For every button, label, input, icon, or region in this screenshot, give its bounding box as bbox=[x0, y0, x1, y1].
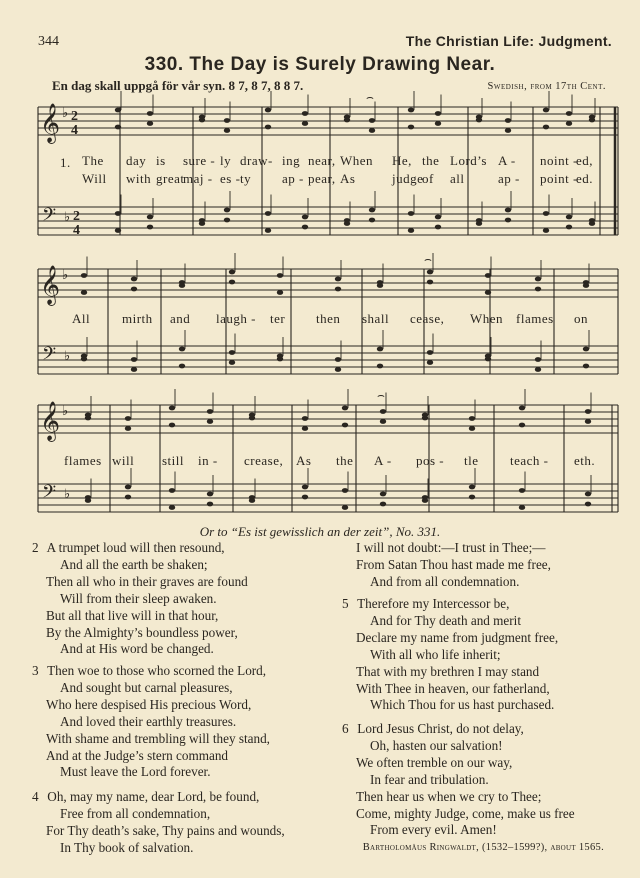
note-head bbox=[131, 277, 137, 282]
verse-line: I will not doubt:—I trust in Thee;— bbox=[356, 540, 546, 555]
note-head bbox=[566, 215, 572, 220]
note-head bbox=[505, 208, 511, 213]
note-head bbox=[344, 221, 350, 226]
lyric-syllable: ing bbox=[282, 153, 301, 168]
note-head bbox=[585, 492, 591, 497]
lyric-syllable: All bbox=[72, 311, 91, 326]
note-head bbox=[277, 273, 283, 278]
lyric-syllable: draw- bbox=[240, 153, 273, 168]
verse-line: And from all condemnation. bbox=[370, 573, 520, 589]
lyric-syllable: with bbox=[126, 171, 152, 186]
note-head bbox=[302, 485, 308, 490]
verse-line: Who here despised His precious Word, bbox=[46, 696, 252, 712]
verse-line: Then woe to those who scorned the Lord, bbox=[47, 663, 267, 678]
lyric-syllable: on bbox=[574, 311, 588, 326]
verse-line: Free from all condemnation, bbox=[60, 805, 211, 821]
lyric-syllable: When bbox=[470, 311, 504, 326]
verse-number: 4 bbox=[32, 789, 39, 804]
lyric-syllable: cease, bbox=[410, 311, 445, 326]
lyric-syllable: in - bbox=[198, 453, 218, 468]
note-head bbox=[369, 208, 375, 213]
note-head bbox=[115, 108, 121, 113]
note-head bbox=[277, 290, 283, 295]
note-head bbox=[207, 409, 213, 414]
note-head bbox=[566, 225, 572, 230]
note-head bbox=[207, 502, 213, 507]
verse-line: Come, mighty Judge, come, make us free bbox=[356, 805, 575, 821]
note-head bbox=[519, 488, 525, 493]
lyric-syllable: As bbox=[296, 453, 312, 468]
time-signature-numerator: 2 bbox=[71, 109, 78, 124]
verse-line: Lord Jesus Christ, do not delay, bbox=[357, 721, 524, 736]
lyric-syllable: He, bbox=[392, 153, 412, 168]
note-head bbox=[229, 360, 235, 365]
verse-line: That with my brethren I may stand bbox=[356, 663, 540, 679]
note-head bbox=[585, 409, 591, 414]
note-head bbox=[566, 111, 572, 116]
verse-line: And for Thy death and merit bbox=[370, 612, 522, 628]
note-head bbox=[169, 423, 175, 428]
verse-line: A trumpet loud will then resound, bbox=[46, 540, 225, 555]
note-head bbox=[543, 125, 549, 130]
verse-line: Declare my name from judgment free, bbox=[356, 629, 559, 645]
note-head bbox=[427, 270, 433, 275]
flat-key-signature-icon: ♭ bbox=[64, 210, 71, 225]
lyric-syllable: will bbox=[112, 453, 135, 468]
note-head bbox=[505, 218, 511, 223]
note-head bbox=[179, 364, 185, 369]
lyric-syllable: all bbox=[450, 171, 465, 186]
note-head bbox=[147, 225, 153, 230]
note-head bbox=[169, 488, 175, 493]
note-head bbox=[422, 416, 428, 421]
note-head bbox=[535, 357, 541, 362]
lyric-syllable: Lord’s bbox=[450, 153, 487, 168]
note-head bbox=[169, 406, 175, 411]
note-head bbox=[377, 283, 383, 288]
fermata-icon: ⌢ bbox=[377, 388, 385, 402]
note-head bbox=[469, 416, 475, 421]
lyric-syllable: flames bbox=[516, 311, 554, 326]
verse-line: With Thee in heaven, our fatherland, bbox=[356, 680, 550, 696]
lyric-syllable: laugh - bbox=[216, 311, 256, 326]
note-head bbox=[302, 225, 308, 230]
note-head bbox=[302, 416, 308, 421]
verse-line: And at the Judge’s stern command bbox=[46, 747, 229, 763]
time-signature-denominator: 4 bbox=[71, 123, 78, 138]
bass-clef-icon: 𝄢 bbox=[42, 344, 57, 369]
verse-number: 2 bbox=[32, 540, 39, 555]
note-head bbox=[342, 423, 348, 428]
note-head bbox=[125, 426, 131, 431]
lyric-syllable: judge bbox=[392, 171, 424, 186]
lyric-syllable: crease, bbox=[244, 453, 284, 468]
lyric-syllable: the bbox=[422, 153, 440, 168]
lyric-syllable: ed, bbox=[576, 153, 594, 168]
note-head bbox=[81, 290, 87, 295]
lyric-syllable: great bbox=[156, 171, 185, 186]
verse-6 bbox=[342, 721, 575, 839]
note-head bbox=[476, 221, 482, 226]
note-head bbox=[265, 125, 271, 130]
time-signature-denominator: 4 bbox=[73, 223, 80, 238]
verse-line: In fear and tribulation. bbox=[370, 771, 489, 787]
lyric-syllable: As bbox=[340, 171, 356, 186]
note-head bbox=[277, 357, 283, 362]
note-head bbox=[435, 225, 441, 230]
note-head bbox=[535, 277, 541, 282]
note-head bbox=[302, 495, 308, 500]
note-head bbox=[265, 211, 271, 216]
tune-name-meter: En dag skall uppgå för vår syn. 8 7, 8 7, 8 8 7. bbox=[52, 78, 304, 93]
note-head bbox=[583, 283, 589, 288]
note-head bbox=[408, 211, 414, 216]
note-head bbox=[380, 492, 386, 497]
verse-line: And all the earth be shaken; bbox=[60, 556, 208, 572]
lyric-syllable: is bbox=[156, 153, 166, 168]
note-head bbox=[380, 419, 386, 424]
verse-line: Then hear us when we cry to Thee; bbox=[356, 788, 542, 804]
verse-line: Which Thou for us hast purchased. bbox=[370, 697, 555, 713]
note-head bbox=[543, 108, 549, 113]
note-head bbox=[131, 287, 137, 292]
lyric-syllable: ap - bbox=[282, 171, 304, 186]
note-head bbox=[380, 409, 386, 414]
note-head bbox=[335, 277, 341, 282]
lyric-syllable: noint - bbox=[540, 153, 578, 168]
note-head bbox=[265, 108, 271, 113]
note-head bbox=[485, 357, 491, 362]
verse-line: In Thy book of salvation. bbox=[60, 839, 194, 855]
note-head bbox=[115, 228, 121, 233]
note-head bbox=[207, 492, 213, 497]
verse-line: And loved their earthly treasures. bbox=[60, 713, 237, 729]
note-head bbox=[505, 128, 511, 133]
verse-line: Must leave the Lord forever. bbox=[60, 764, 211, 780]
lyric-syllable: maj - bbox=[183, 171, 213, 186]
note-head bbox=[369, 118, 375, 123]
verse-line: By the Almighty’s boundless power, bbox=[46, 624, 238, 640]
note-head bbox=[377, 364, 383, 369]
verse-5 bbox=[342, 596, 558, 714]
treble-clef-icon: 𝄞 bbox=[40, 401, 61, 441]
note-head bbox=[519, 406, 525, 411]
lyric-syllable: and bbox=[170, 311, 191, 326]
tune-source: Swedish, from 17th Cent. bbox=[487, 81, 606, 92]
lyric-syllable: sure - bbox=[183, 153, 216, 168]
note-head bbox=[199, 221, 205, 226]
lyric-syllable: tle bbox=[464, 453, 479, 468]
lyric-syllable: A - bbox=[498, 153, 516, 168]
lyric-syllable: shall bbox=[362, 311, 390, 326]
verse-line: And sought but carnal pleasures, bbox=[60, 679, 233, 695]
lyric-syllable: the bbox=[336, 453, 354, 468]
lyric-syllable: ap - bbox=[498, 171, 520, 186]
note-head bbox=[583, 364, 589, 369]
note-head bbox=[535, 367, 541, 372]
flat-key-signature-icon: ♭ bbox=[64, 487, 71, 502]
note-head bbox=[115, 125, 121, 130]
note-head bbox=[147, 121, 153, 126]
verse-line: From every evil. Amen! bbox=[370, 822, 497, 838]
verse-4-continued bbox=[356, 540, 551, 591]
verse-number: 3 bbox=[32, 663, 39, 678]
note-head bbox=[169, 505, 175, 510]
note-head bbox=[335, 287, 341, 292]
lyric-syllable: near, bbox=[308, 153, 336, 168]
note-head bbox=[476, 118, 482, 123]
note-head bbox=[519, 505, 525, 510]
verse-line: Will from their sleep awaken. bbox=[60, 590, 217, 606]
note-head bbox=[408, 108, 414, 113]
note-head bbox=[543, 211, 549, 216]
note-head bbox=[380, 502, 386, 507]
note-head bbox=[85, 416, 91, 421]
note-head bbox=[408, 228, 414, 233]
note-head bbox=[344, 118, 350, 123]
note-head bbox=[505, 118, 511, 123]
note-head bbox=[229, 270, 235, 275]
note-head bbox=[427, 350, 433, 355]
verse-line: With all who life inherit; bbox=[370, 646, 501, 662]
author-attribution: Bartholomäus Ringwaldt, (1532–1599?), about 1565. bbox=[362, 842, 604, 853]
note-head bbox=[469, 426, 475, 431]
verse-number: 6 bbox=[342, 721, 349, 736]
verse-4 bbox=[32, 789, 285, 857]
lyric-syllable: pear, bbox=[308, 171, 336, 186]
verse-line: Therefore my Intercessor be, bbox=[357, 596, 510, 611]
note-head bbox=[302, 215, 308, 220]
note-head bbox=[485, 273, 491, 278]
note-head bbox=[583, 347, 589, 352]
lyric-syllable: When bbox=[340, 153, 374, 168]
flat-key-signature-icon: ♭ bbox=[64, 349, 71, 364]
note-head bbox=[485, 290, 491, 295]
section-heading: The Christian Life: Judgment. bbox=[405, 33, 612, 49]
note-head bbox=[249, 498, 255, 503]
note-head bbox=[369, 218, 375, 223]
note-head bbox=[342, 406, 348, 411]
note-head bbox=[249, 416, 255, 421]
time-signature-numerator: 2 bbox=[73, 209, 80, 224]
lyric-syllable: day bbox=[126, 153, 147, 168]
note-head bbox=[199, 118, 205, 123]
lyric-syllable: Will bbox=[82, 171, 107, 186]
lyric-syllable: ly bbox=[220, 153, 232, 168]
note-head bbox=[224, 118, 230, 123]
note-head bbox=[147, 111, 153, 116]
note-head bbox=[229, 350, 235, 355]
lyric-syllable: ty bbox=[240, 171, 252, 186]
lyric-syllable: eth. bbox=[574, 453, 596, 468]
note-head bbox=[131, 367, 137, 372]
note-head bbox=[81, 357, 87, 362]
lyric-syllable: flames bbox=[64, 453, 102, 468]
lyric-syllable: of bbox=[422, 171, 434, 186]
note-head bbox=[224, 208, 230, 213]
fermata-icon: ⌢ bbox=[366, 90, 374, 104]
verse-3 bbox=[32, 663, 270, 781]
note-head bbox=[85, 498, 91, 503]
bass-clef-icon: 𝄢 bbox=[42, 205, 57, 230]
flat-key-signature-icon: ♭ bbox=[62, 106, 69, 121]
note-head bbox=[302, 426, 308, 431]
lyric-syllable: teach - bbox=[510, 453, 549, 468]
note-head bbox=[125, 495, 131, 500]
lyric-syllable: A - bbox=[374, 453, 392, 468]
hymn-title: 330. The Day is Surely Drawing Near. bbox=[144, 54, 496, 75]
lyric-syllable: The bbox=[82, 153, 104, 168]
verse-2 bbox=[32, 540, 248, 658]
note-head bbox=[125, 485, 131, 490]
verse-line: From Satan Thou hast made me free, bbox=[356, 556, 551, 572]
lyric-syllable: point - bbox=[540, 171, 578, 186]
lyric-syllable: pos - bbox=[416, 453, 445, 468]
note-head bbox=[302, 111, 308, 116]
verse-one-number: 1. bbox=[60, 155, 71, 170]
flat-key-signature-icon: ♭ bbox=[62, 404, 69, 419]
note-head bbox=[377, 347, 383, 352]
note-head bbox=[229, 280, 235, 285]
note-head bbox=[81, 273, 87, 278]
verse-line: Oh, hasten our salvation! bbox=[370, 737, 503, 753]
lyric-syllable: still bbox=[162, 453, 185, 468]
verse-line: For Thy death’s sake, Thy pains and wounds, bbox=[46, 822, 285, 838]
note-head bbox=[585, 502, 591, 507]
flat-key-signature-icon: ♭ bbox=[62, 268, 69, 283]
lyric-syllable: ter bbox=[270, 311, 286, 326]
verse-line: With shame and trembling will they stand, bbox=[46, 730, 270, 746]
verse-line: Then all who in their graves are found bbox=[46, 573, 248, 589]
page-number: 344 bbox=[38, 34, 59, 49]
bass-clef-icon: 𝄢 bbox=[42, 482, 57, 507]
note-head bbox=[224, 218, 230, 223]
note-head bbox=[224, 128, 230, 133]
note-head bbox=[435, 111, 441, 116]
note-head bbox=[369, 128, 375, 133]
verse-line: We often tremble on our way, bbox=[356, 754, 513, 770]
note-head bbox=[131, 357, 137, 362]
note-head bbox=[585, 419, 591, 424]
note-head bbox=[408, 125, 414, 130]
note-head bbox=[422, 498, 428, 503]
note-head bbox=[115, 211, 121, 216]
alternate-tune-note: Or to “Es ist gewisslich an der zeit”, No. 331. bbox=[199, 524, 441, 539]
fermata-icon: ⌢ bbox=[424, 252, 432, 266]
note-head bbox=[535, 287, 541, 292]
note-head bbox=[435, 215, 441, 220]
lyric-syllable: then bbox=[316, 311, 341, 326]
note-head bbox=[335, 357, 341, 362]
note-head bbox=[179, 347, 185, 352]
note-head bbox=[519, 423, 525, 428]
note-head bbox=[427, 360, 433, 365]
note-head bbox=[125, 416, 131, 421]
note-head bbox=[427, 280, 433, 285]
verse-line: And at His word be changed. bbox=[60, 641, 214, 657]
note-head bbox=[566, 121, 572, 126]
verse-number: 5 bbox=[342, 596, 349, 611]
note-head bbox=[342, 488, 348, 493]
verse-line: But all that live will in that hour, bbox=[46, 607, 219, 623]
lyric-syllable: ed. bbox=[576, 171, 594, 186]
note-head bbox=[207, 419, 213, 424]
note-head bbox=[302, 121, 308, 126]
verse-line: Oh, may my name, dear Lord, be found, bbox=[47, 789, 260, 804]
treble-clef-icon: 𝄞 bbox=[40, 265, 61, 305]
note-head bbox=[469, 485, 475, 490]
note-head bbox=[335, 367, 341, 372]
note-head bbox=[589, 118, 595, 123]
note-head bbox=[265, 228, 271, 233]
note-head bbox=[342, 505, 348, 510]
note-head bbox=[543, 228, 549, 233]
note-head bbox=[147, 215, 153, 220]
lyric-syllable: mirth bbox=[122, 311, 153, 326]
note-head bbox=[179, 283, 185, 288]
note-head bbox=[589, 221, 595, 226]
treble-clef-icon: 𝄞 bbox=[40, 103, 61, 143]
lyric-syllable: es - bbox=[220, 171, 241, 186]
note-head bbox=[435, 121, 441, 126]
note-head bbox=[469, 495, 475, 500]
